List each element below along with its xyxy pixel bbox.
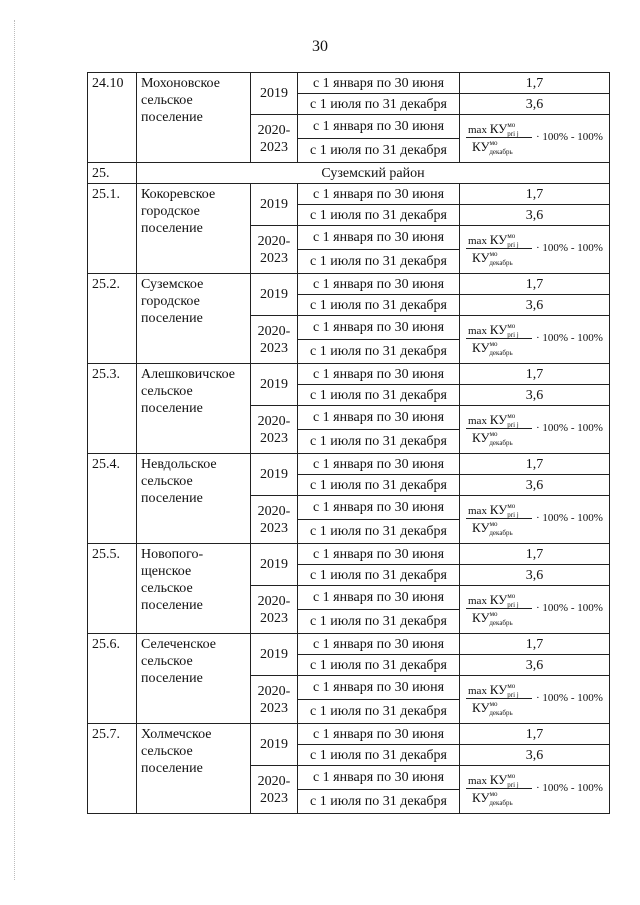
growth-formula: $\max КУ^{мо}_{pri j}$ $КУ^{мо}_{декабрь}$ · 100% - 100% [468,592,603,627]
period-cell: с 1 июля по 31 декабря [298,655,460,676]
period-cell: с 1 января по 30 июня [298,115,460,139]
formula-cell [460,406,610,454]
settlement-name: Невдольское сельское поселение [137,454,251,544]
section-title: Суземский район [137,163,610,184]
period-cell: с 1 июля по 31 декабря [298,139,460,163]
year-cell: 2019 [251,634,298,676]
value-cell: 1,7 [460,454,610,475]
value-cell: 3,6 [460,295,610,316]
period-cell: с 1 января по 30 июня [298,676,460,700]
value-cell: 1,7 [460,274,610,295]
period-cell: с 1 июля по 31 декабря [298,250,460,274]
period-cell: с 1 января по 30 июня [298,544,460,565]
year-cell: 2020- 2023 [251,496,298,544]
period-cell: с 1 января по 30 июня [298,316,460,340]
table-row [88,544,610,565]
period-cell: с 1 июля по 31 декабря [298,520,460,544]
settlement-name: Селеченское сельское поселение [137,634,251,724]
year-cell: 2019 [251,184,298,226]
period-cell: с 1 января по 30 июня [298,724,460,745]
period-cell: с 1 января по 30 июня [298,586,460,610]
growth-formula: $\max КУ^{мо}_{pri j}$ $КУ^{мо}_{декабрь}$ · 100% - 100% [468,772,603,807]
period-cell: с 1 января по 30 июня [298,496,460,520]
table-row [88,274,610,295]
table-row [88,454,610,475]
settlement-name: Алешковичское сельское поселение [137,364,251,454]
period-cell: с 1 июля по 31 декабря [298,610,460,634]
settlement-name: Кокоревское городское поселение [137,184,251,274]
year-cell: 2020- 2023 [251,766,298,814]
growth-formula: $\max КУ^{мо}_{pri j}$ $КУ^{мо}_{декабрь}$ · 100% - 100% [468,502,603,537]
period-cell: с 1 июля по 31 декабря [298,700,460,724]
value-cell: 3,6 [460,475,610,496]
year-cell: 2020- 2023 [251,586,298,634]
period-cell: с 1 июля по 31 декабря [298,565,460,586]
row-number: 25.7. [88,724,137,814]
growth-formula: $\max КУ^{мо}_{pri j}$ $КУ^{мо}_{декабрь}$ · 100% - 100% [468,412,603,447]
value-cell: 1,7 [460,184,610,205]
year-cell: 2020- 2023 [251,226,298,274]
settlement-name: Мохоновское сельское поселение [137,73,251,163]
period-cell: с 1 января по 30 июня [298,406,460,430]
growth-formula: $\max КУ^{мо}_{pri j}$ $КУ^{мо}_{декабрь}$ · 100% - 100% [468,121,603,156]
period-cell: с 1 января по 30 июня [298,634,460,655]
value-cell: 1,7 [460,634,610,655]
row-number: 25.3. [88,364,137,454]
period-cell: с 1 января по 30 июня [298,766,460,790]
period-cell: с 1 июля по 31 декабря [298,430,460,454]
settlement-name: Суземское городское поселение [137,274,251,364]
period-cell: с 1 января по 30 июня [298,184,460,205]
table-row [88,634,610,655]
growth-formula: $\max КУ^{мо}_{pri j}$ $КУ^{мо}_{декабрь}$ · 100% - 100% [468,682,603,717]
table-row [88,73,610,94]
formula-cell [460,676,610,724]
period-cell: с 1 июля по 31 декабря [298,94,460,115]
period-cell: с 1 января по 30 июня [298,226,460,250]
section-number: 25. [88,163,137,184]
page-number: 30 [312,38,328,55]
period-cell: с 1 июля по 31 декабря [298,745,460,766]
formula-cell [460,766,610,814]
value-cell: 3,6 [460,745,610,766]
table-row [88,364,610,385]
period-cell: с 1 января по 30 июня [298,73,460,94]
year-cell: 2019 [251,364,298,406]
period-cell: с 1 июля по 31 декабря [298,295,460,316]
value-cell: 1,7 [460,544,610,565]
year-cell: 2020- 2023 [251,115,298,163]
tariff-table [87,72,610,814]
year-cell: 2019 [251,274,298,316]
section-row [88,163,610,184]
row-number: 24.10 [88,73,137,163]
formula-cell [460,316,610,364]
row-number: 25.6. [88,634,137,724]
row-number: 25.2. [88,274,137,364]
row-number: 25.5. [88,544,137,634]
period-cell: с 1 июля по 31 декабря [298,475,460,496]
formula-cell [460,115,610,163]
formula-cell [460,586,610,634]
row-number: 25.1. [88,184,137,274]
period-cell: с 1 января по 30 июня [298,364,460,385]
year-cell: 2020- 2023 [251,406,298,454]
period-cell: с 1 января по 30 июня [298,274,460,295]
value-cell: 3,6 [460,385,610,406]
row-number: 25.4. [88,454,137,544]
formula-cell [460,226,610,274]
value-cell: 1,7 [460,364,610,385]
period-cell: с 1 января по 30 июня [298,454,460,475]
value-cell: 3,6 [460,205,610,226]
growth-formula: $\max КУ^{мо}_{pri j}$ $КУ^{мо}_{декабрь}$ · 100% - 100% [468,232,603,267]
period-cell: с 1 июля по 31 декабря [298,340,460,364]
value-cell: 1,7 [460,73,610,94]
value-cell: 3,6 [460,94,610,115]
period-cell: с 1 июля по 31 декабря [298,205,460,226]
period-cell: с 1 июля по 31 декабря [298,385,460,406]
settlement-name: Новопого-щенское сельское поселение [137,544,251,634]
value-cell: 3,6 [460,655,610,676]
formula-cell [460,496,610,544]
year-cell: 2019 [251,724,298,766]
year-cell: 2019 [251,544,298,586]
year-cell: 2019 [251,73,298,115]
table-row [88,724,610,745]
value-cell: 3,6 [460,565,610,586]
settlement-name: Холмечское сельское поселение [137,724,251,814]
value-cell: 1,7 [460,724,610,745]
table-row [88,184,610,205]
year-cell: 2020- 2023 [251,316,298,364]
growth-formula: $\max КУ^{мо}_{pri j}$ $КУ^{мо}_{декабрь}$ · 100% - 100% [468,322,603,357]
year-cell: 2020- 2023 [251,676,298,724]
year-cell: 2019 [251,454,298,496]
margin-dotted-line [14,20,15,880]
period-cell: с 1 июля по 31 декабря [298,790,460,814]
